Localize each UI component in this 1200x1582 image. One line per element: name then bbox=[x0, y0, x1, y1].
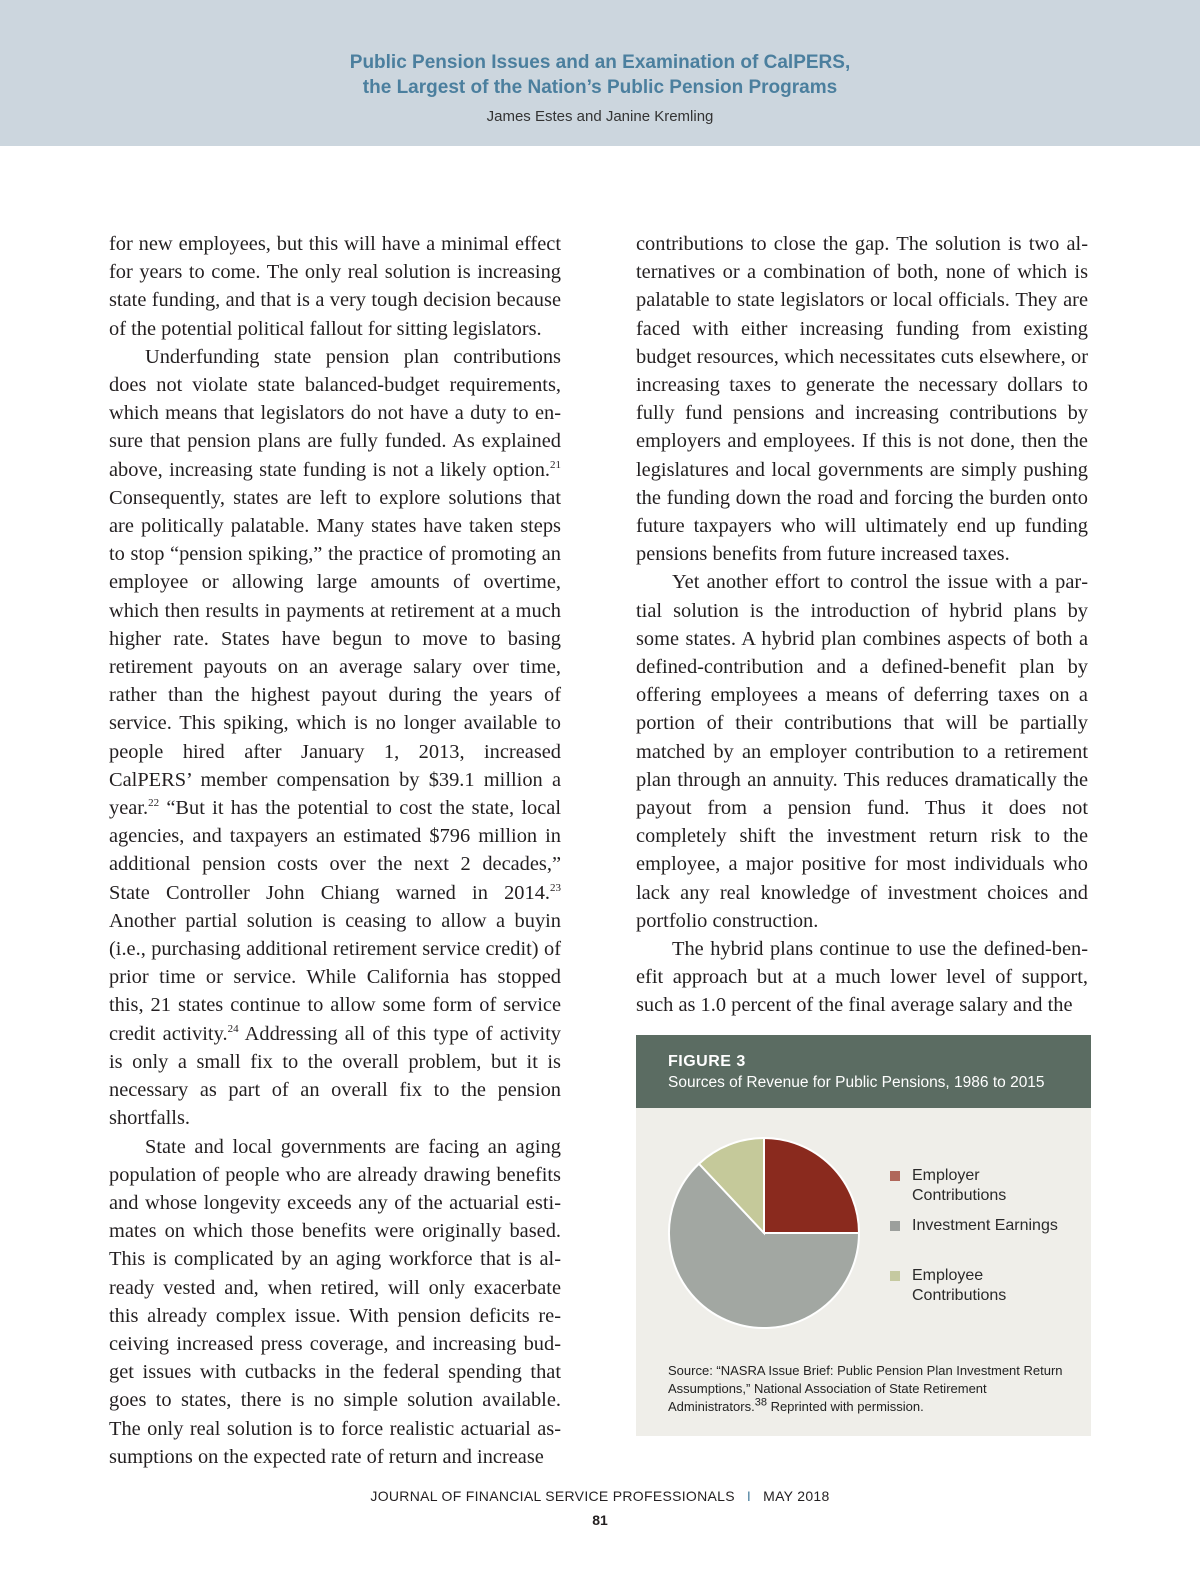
legend-swatch-employer bbox=[890, 1171, 900, 1181]
pie-chart bbox=[664, 1133, 864, 1333]
left-paragraph-2-part-d: Another partial solution is ceasing to allow a buyin (i.e., purchasing additional retirement service credit) of prior time or service. While California has stopped this, 21 states continue to allow some form of service credit activity. bbox=[109, 909, 561, 1045]
legend-label-employer: Employer Contributions bbox=[912, 1167, 1007, 1204]
figure-header bbox=[636, 1035, 1091, 1108]
footnote-ref-22: 22 bbox=[148, 797, 160, 810]
left-paragraph-2-part-c: “But it has the potential to cost the state, local agencies, and taxpayers an estimated $796 million in additional pension costs over the next 2 decades,” State Controller John Chiang warned in 2014. bbox=[109, 797, 561, 904]
right-column bbox=[636, 230, 1088, 1020]
article-title-line-1: Public Pension Issues and an Examination of CalPERS, bbox=[349, 52, 851, 73]
left-paragraph-2-part-b: Consequently, states are left to explore solutions that are politically palatable. Many states have taken steps to stop “pension spiking,” the practice of promoting an employee or allowing large amounts of overtime, which then results in payments at retirement at a much higher rate. States have begun to move to basing retirement payouts on an average salary over time, rather than the highest payout during the years of service. This spiking, which is no longer available to people hired after January 1, 2013, increased CalPERS’ member compensation by $39.1 million a year. bbox=[109, 486, 561, 820]
footnote-ref-24: 24 bbox=[227, 1022, 239, 1035]
right-paragraph-1: contributions to close the gap. The solution is two alternatives or a combination of both, none of which is palatable to state legislators or local officials. They are faced with either increasing funding from existing budget resources, which necessitates cuts elsewhere, or increasing taxes to generate the necessary dollars to fully fund pensions and increasing contributions by employers and employees. If this is not done, then the legislatures and local governments are simply pushing the funding down the road and forcing the burden onto future taxpayers who will ultimately end up funding pensions benefits from future increased taxes. bbox=[636, 233, 1088, 566]
figure-label: FIGURE 3 bbox=[668, 1053, 746, 1070]
left-paragraph-3: State and local governments are facing an aging population of people who are already drawing benefits and whose longevity exceeds any of the actuarial estimates on which those benefits were originally based. This is complicated by an aging workforce that is already vested and, when retired, will only exacerbate this already complex issue. With pension deficits receiving increased press coverage, and increasing budget issues with cutbacks in the federal spending that goes to states, there is no simple solution available. The only real solution is to force realistic actuarial assumptions on the expected rate of return and increase bbox=[109, 1135, 561, 1468]
legend-label-investment: Investment Earnings bbox=[912, 1217, 1058, 1234]
right-paragraph-2: Yet another effort to control the issue with a partial solution is the introduction of hybrid plans by some states. A hybrid plan combines aspects of both a defined-contribution and a defined-benefit plan by offering employees a means of deferring taxes on a portion of their contributions that will be partially matched by an employer contribution to a retirement plan through an annuity. This reduces dramatically the payout from a pension fund. Thus it does not completely shift the investment return risk to the employee, a major positive for most individuals who lack any real knowledge of investment choices and portfolio construction. bbox=[636, 571, 1088, 932]
journal-name: JOURNAL OF FINANCIAL SERVICE PROFESSIONALS bbox=[370, 1488, 735, 1504]
figure-3 bbox=[636, 1035, 1091, 1436]
footer-separator: I bbox=[746, 1488, 752, 1504]
footnote-ref-23: 23 bbox=[550, 881, 561, 894]
figure-source bbox=[668, 1362, 1068, 1416]
left-paragraph-2 bbox=[109, 343, 561, 1133]
left-paragraph-2-part-e: Addressing all of this type of activity is only a small fix to the overall problem, but it is necessary as part of an overall fix to the pension shortfalls. bbox=[109, 1022, 561, 1130]
article-authors: James Estes and Janine Kremling bbox=[486, 108, 714, 125]
legend-label-employee: Employee Contributions bbox=[912, 1267, 1007, 1304]
issue-date: MAY 2018 bbox=[763, 1488, 830, 1504]
journal-footer bbox=[0, 1488, 1200, 1504]
article-title-line-2: the Largest of the Nation’s Public Pension Programs bbox=[362, 77, 838, 98]
footnote-ref-21: 21 bbox=[550, 458, 561, 471]
pie-slice-employer bbox=[764, 1138, 859, 1233]
left-paragraph-1: for new employees, but this will have a minimal effect for years to come. The only real solution is increasing state funding, and that is a very tough decision because of the potential political fallout for sitting legislators. bbox=[109, 233, 561, 340]
footnote-ref-38: 38 bbox=[754, 1396, 767, 1409]
left-column bbox=[109, 230, 561, 1471]
figure-title: Sources of Revenue for Public Pensions, 1986 to 2015 bbox=[668, 1074, 1045, 1091]
left-paragraph-2-part-a: Underfunding state pension plan contributions does not violate state balanced-budget requirements, which means that legislators do not have a duty to ensure that pension plans are fully funded. As explained above, increasing state funding is not a likely option. bbox=[109, 345, 561, 481]
figure-source-text: Source: “NASRA Issue Brief: Public Pension Plan Investment Return Assumptions,” National Association of State Retirement Administrators. bbox=[668, 1363, 1063, 1414]
page-number: 81 bbox=[592, 1512, 608, 1528]
legend-swatch-employee bbox=[890, 1271, 900, 1281]
figure-source-tail: Reprinted with permission. bbox=[766, 1399, 924, 1414]
header-banner bbox=[0, 0, 1200, 146]
legend-swatch-investment bbox=[890, 1221, 900, 1231]
right-paragraph-3: The hybrid plans continue to use the defined-benefit approach but at a much lower level of support, such as 1.0 percent of the final average salary and the bbox=[636, 938, 1088, 1017]
